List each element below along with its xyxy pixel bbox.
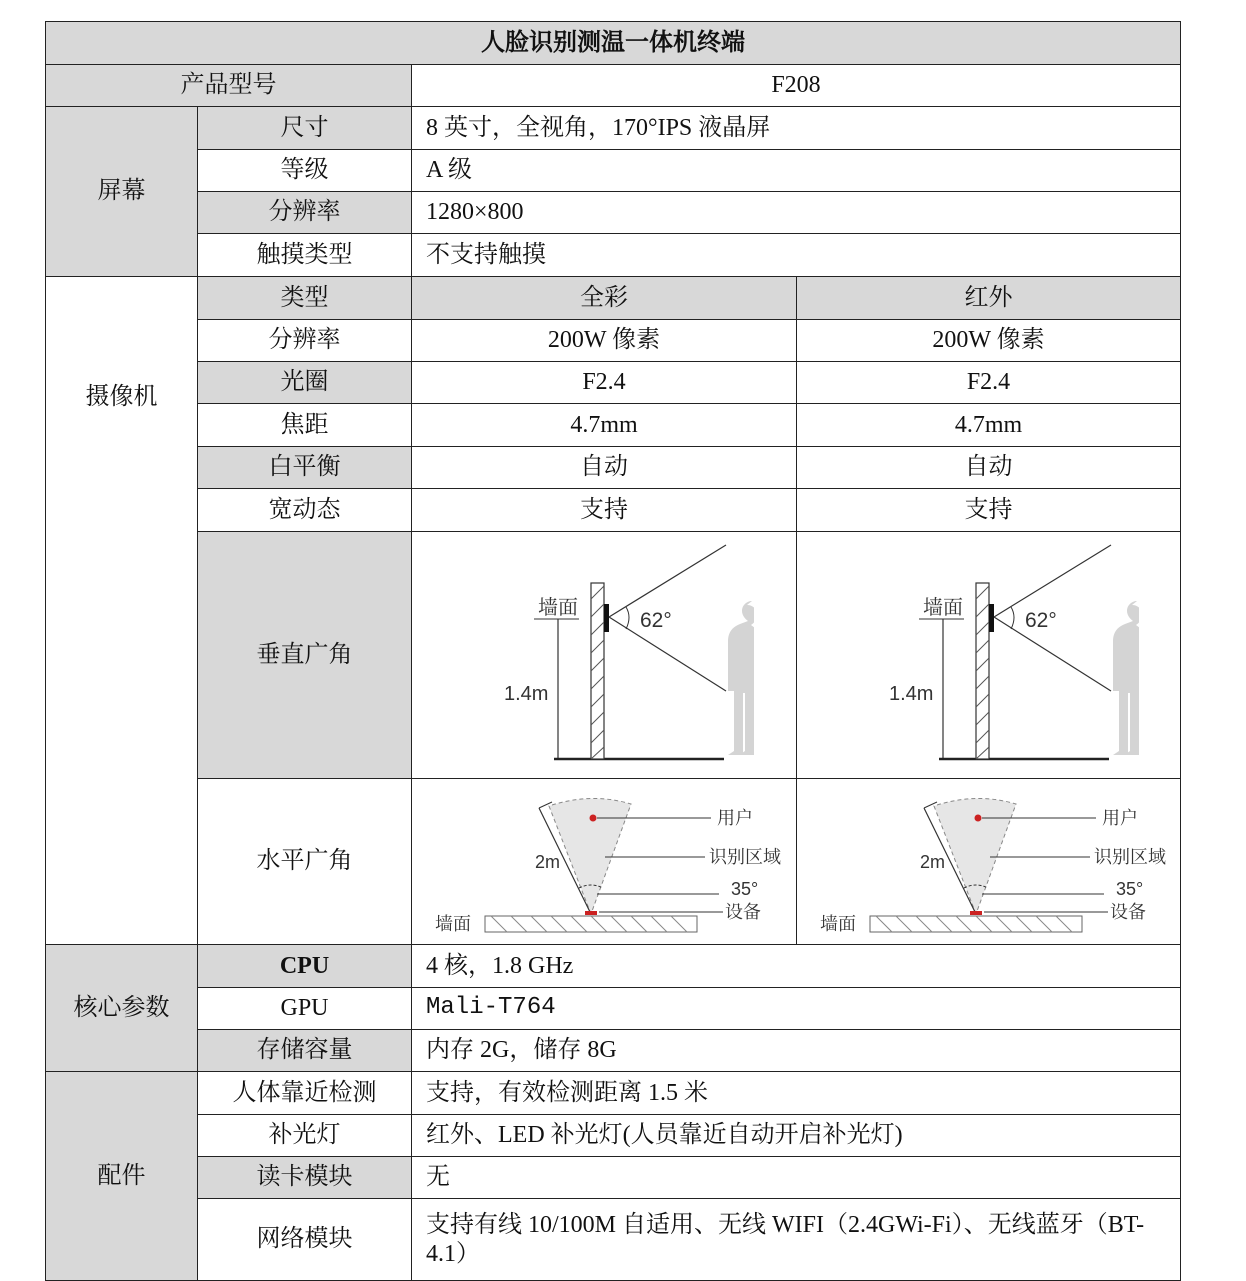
device-label: 设备 [725, 901, 761, 922]
camera-group [46, 277, 198, 945]
camera-col-infrared: 红外 [797, 277, 1181, 320]
horizontal-fov-diagram-color [412, 779, 797, 945]
distance-label: 2m [535, 851, 561, 872]
camera-aperture-ir: F2.4 [797, 362, 1181, 404]
model-value: F208 [412, 65, 1181, 107]
height-label: 1.4m [504, 683, 549, 705]
horizontal-fov-diagram [419, 782, 789, 942]
zone-label: 识别区域 [709, 846, 781, 867]
camera-type-label: 类型 [198, 277, 412, 320]
core-storage-value: 内存 2G，储存 8G [412, 1030, 1181, 1072]
acc-card-reader-label: 读卡模块 [198, 1157, 412, 1199]
acc-card-reader-value: 无 [412, 1157, 1181, 1199]
camera-wdr-ir: 支持 [797, 489, 1181, 532]
angle-label: 35° [731, 878, 759, 899]
camera-resolution-label: 分辨率 [198, 320, 412, 362]
wall-label: 墙面 [922, 597, 963, 619]
device-marker [585, 911, 597, 915]
camera-col-color: 全彩 [412, 277, 797, 320]
acc-fill-light-value: 红外、LED 补光灯(人员靠近自动开启补光灯) [412, 1115, 1181, 1157]
screen-size-label: 尺寸 [198, 107, 412, 150]
camera-focal-label: 焦距 [198, 404, 412, 447]
vertical-fov-diagram [839, 537, 1139, 773]
spec-table [45, 21, 1181, 1281]
screen-group: 屏幕 [46, 107, 198, 277]
vertical-fov-diagram-color [412, 532, 797, 779]
screen-touch-value: 不支持触摸 [412, 234, 1181, 277]
camera-resolution-ir: 200W 像素 [797, 320, 1181, 362]
core-gpu-label: GPU [198, 988, 412, 1030]
height-label: 1.4m [888, 683, 933, 705]
wall-label: 墙面 [819, 913, 856, 934]
vertical-fov-diagram-ir [797, 532, 1181, 779]
vertical-fov-diagram [454, 537, 754, 773]
horizontal-fov-diagram-ir [797, 779, 1181, 945]
horizontal-fov-diagram [804, 782, 1174, 942]
table-title: 人脸识别测温一体机终端 [46, 22, 1181, 65]
camera-wdr-color: 支持 [412, 489, 797, 532]
core-gpu-value: Mali-T764 [412, 988, 1181, 1030]
device-marker [970, 911, 982, 915]
wall-label: 墙面 [538, 597, 578, 619]
camera-focal-ir: 4.7mm [797, 404, 1181, 447]
device-label: 设备 [1109, 901, 1146, 922]
camera-wb-label: 白平衡 [198, 447, 412, 489]
screen-grade-value: A 级 [412, 150, 1181, 192]
distance-label: 2m [919, 851, 945, 872]
screen-size-value: 8 英寸，全视角，170°IPS 液晶屏 [412, 107, 1181, 150]
camera-focal-color: 4.7mm [412, 404, 797, 447]
acc-network-value: 支持有线 10/100M 自适用、无线 WIFI（2.4GWi-Fi）、无线蓝牙（BT-4.1） [412, 1199, 1181, 1281]
angle-label: 62° [1024, 609, 1057, 632]
acc-fill-light-label: 补光灯 [198, 1115, 412, 1157]
camera-resolution-color: 200W 像素 [412, 320, 797, 362]
zone-label: 识别区域 [1093, 846, 1166, 867]
camera-wdr-label: 宽动态 [198, 489, 412, 532]
acc-proximity-label: 人体靠近检测 [198, 1072, 412, 1115]
screen-resolution-label: 分辨率 [198, 192, 412, 234]
screen-touch-label: 触摸类型 [198, 234, 412, 277]
core-group: 核心参数 [46, 945, 198, 1072]
screen-grade-label: 等级 [198, 150, 412, 192]
vertical-fov-label: 垂直广角 [198, 532, 412, 779]
core-storage-label: 存储容量 [198, 1030, 412, 1072]
accessory-group: 配件 [46, 1072, 198, 1281]
screen-resolution-value: 1280×800 [412, 192, 1181, 234]
camera-aperture-label: 光圈 [198, 362, 412, 404]
camera-wb-ir: 自动 [797, 447, 1181, 489]
angle-label: 35° [1115, 878, 1143, 899]
user-dot [590, 814, 597, 821]
user-label: 用户 [717, 807, 753, 828]
user-dot [974, 814, 981, 821]
camera-aperture-color: F2.4 [412, 362, 797, 404]
camera-wb-color: 自动 [412, 447, 797, 489]
acc-network-label: 网络模块 [198, 1199, 412, 1281]
horizontal-fov-label: 水平广角 [198, 779, 412, 945]
model-label: 产品型号 [46, 65, 412, 107]
camera-group-label: 摄像机 [85, 384, 158, 410]
wall-label: 墙面 [435, 913, 471, 934]
core-cpu-label: CPU [198, 945, 412, 988]
user-label: 用户 [1101, 807, 1138, 828]
angle-label: 62° [640, 609, 672, 632]
acc-proximity-value: 支持，有效检测距离 1.5 米 [412, 1072, 1181, 1115]
core-cpu-value: 4 核，1.8 GHz [412, 945, 1181, 988]
